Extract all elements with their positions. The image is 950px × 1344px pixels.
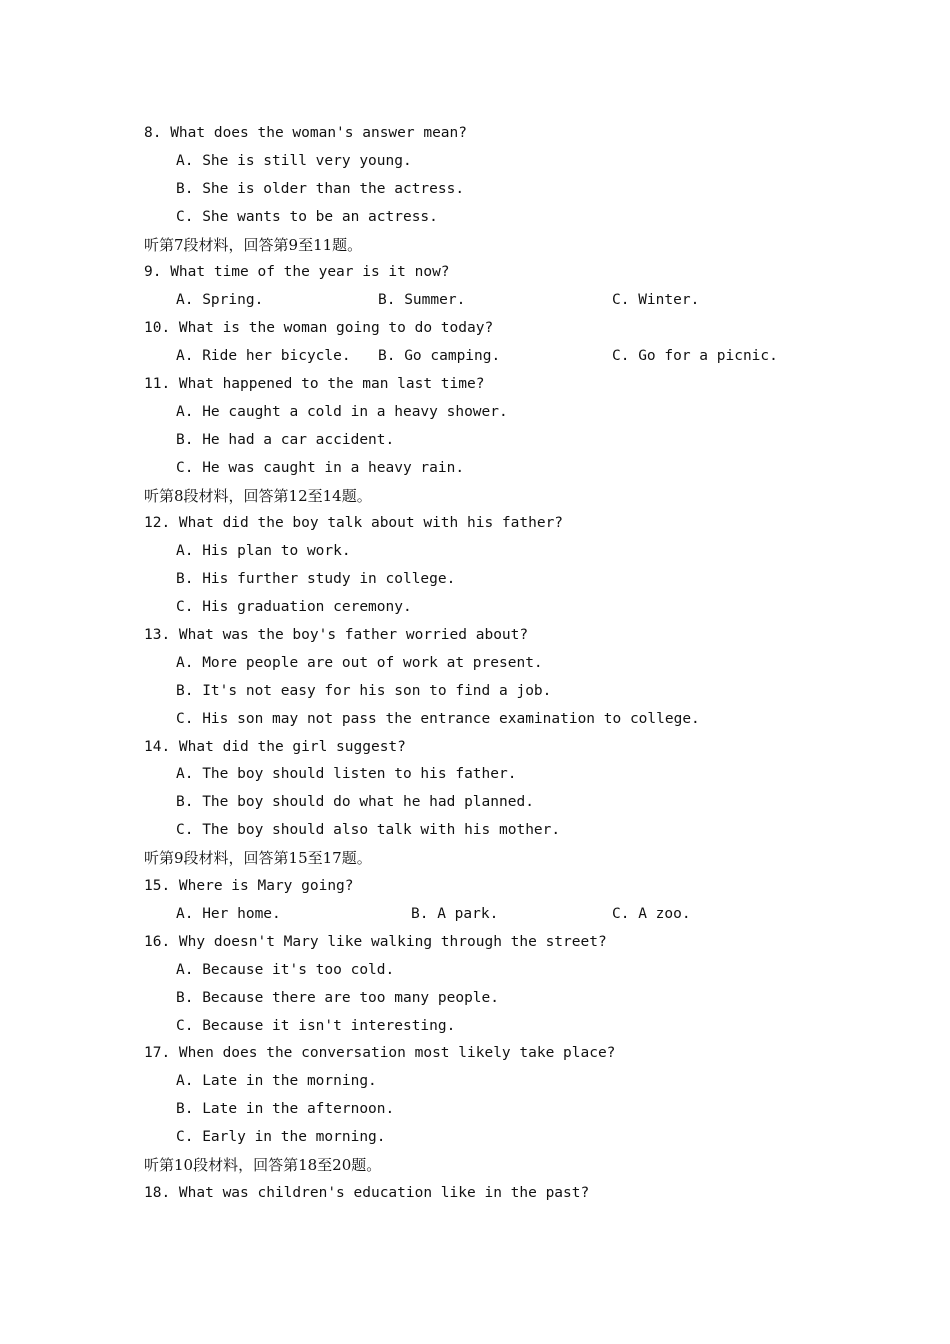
option: B. Because there are too many people.	[176, 989, 500, 1006]
question: 15. Where is Mary going?	[144, 878, 354, 895]
option: A. More people are out of work at present.	[176, 654, 543, 671]
question: 12. What did the boy talk about with his father?	[144, 515, 564, 532]
option: C. Because it isn't interesting.	[176, 1017, 456, 1034]
option: B. It's not easy for his son to find a job.	[176, 682, 552, 699]
option: B. The boy should do what he had planned.	[176, 794, 534, 811]
option: A. Late in the morning.	[176, 1073, 377, 1090]
option: B. Late in the afternoon.	[176, 1101, 395, 1118]
option-row	[0, 287, 950, 315]
option-b: B. Go camping.	[378, 348, 501, 365]
option: A. She is still very young.	[176, 152, 412, 169]
option-b: B. Summer.	[378, 292, 466, 309]
option: C. Early in the morning.	[176, 1129, 386, 1146]
option-a: A. Her home.	[176, 905, 281, 922]
option-a: A. Ride her bicycle.	[176, 348, 351, 365]
question: 9. What time of the year is it now?	[144, 264, 450, 281]
question: 18. What was children's education like in the past?	[144, 1184, 590, 1201]
option: C. He was caught in a heavy rain.	[176, 459, 465, 476]
question: 16. Why doesn't Mary like walking through the street?	[144, 933, 607, 950]
question: 10. What is the woman going to do today?	[144, 320, 494, 337]
exam-page	[0, 120, 950, 1208]
option-c: C. A zoo.	[612, 905, 691, 922]
question: 11. What happened to the man last time?	[144, 376, 485, 393]
option-row	[0, 343, 950, 371]
question: 8. What does the woman's answer mean?	[144, 125, 468, 141]
option-b: B. A park.	[411, 905, 499, 922]
option: A. His plan to work.	[176, 543, 351, 560]
option-a: A. Spring.	[176, 292, 264, 309]
option: C. She wants to be an actress.	[176, 208, 438, 225]
option: B. His further study in college.	[176, 571, 456, 588]
question: 14. What did the girl suggest?	[144, 738, 406, 755]
option: B. She is older than the actress.	[176, 180, 465, 197]
option-c: C. Winter.	[612, 292, 700, 309]
question: 13. What was the boy's father worried about?	[144, 627, 529, 644]
option: C. His graduation ceremony.	[176, 599, 412, 616]
section-instruction: 听第7段材料，回答第9至11题。	[144, 235, 363, 254]
option: B. He had a car accident.	[176, 431, 395, 448]
option-row	[0, 901, 950, 929]
option: A. The boy should listen to his father.	[176, 766, 517, 783]
option: C. His son may not pass the entrance examination to college.	[176, 710, 700, 727]
option: A. Because it's too cold.	[176, 961, 395, 978]
option-c: C. Go for a picnic.	[612, 348, 778, 365]
question: 17. When does the conversation most likely take place?	[144, 1045, 616, 1062]
option: A. He caught a cold in a heavy shower.	[176, 403, 508, 420]
section-instruction: 听第8段材料，回答第12至14题。	[144, 486, 372, 505]
option: C. The boy should also talk with his mother.	[176, 822, 561, 839]
section-instruction: 听第10段材料，回答第18至20题。	[144, 1155, 382, 1174]
section-instruction: 听第9段材料，回答第15至17题。	[144, 849, 372, 868]
